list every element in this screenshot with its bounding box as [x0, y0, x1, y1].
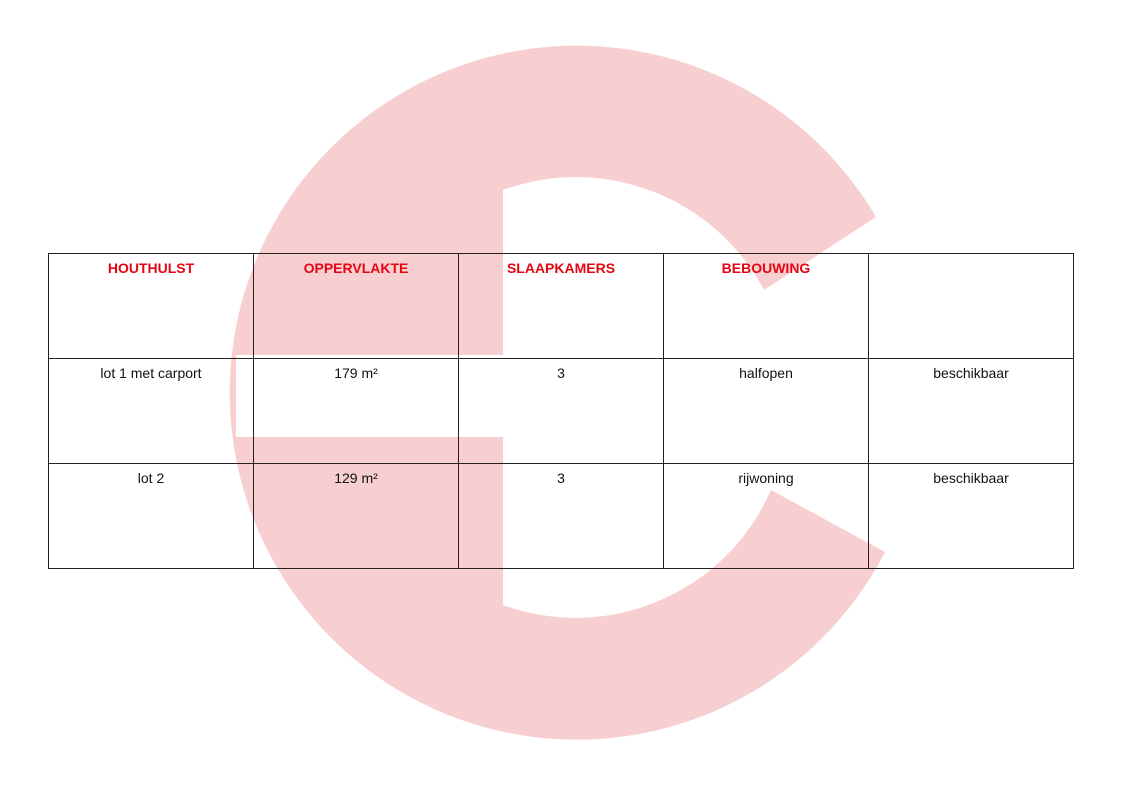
- header-cell-location: HOUTHULST: [49, 254, 254, 359]
- cell-area: 129 m²: [254, 464, 459, 569]
- cell-lot-name: lot 2: [49, 464, 254, 569]
- header-cell-bedrooms: SLAAPKAMERS: [459, 254, 664, 359]
- cell-bedrooms: 3: [459, 359, 664, 464]
- cell-status: beschikbaar: [869, 464, 1074, 569]
- table-row: [49, 359, 1074, 464]
- cell-building-type: halfopen: [664, 359, 869, 464]
- header-cell-building-type: BEBOUWING: [664, 254, 869, 359]
- table-header-row: [49, 254, 1074, 359]
- lots-table: [48, 253, 1074, 569]
- table-row: [49, 464, 1074, 569]
- header-cell-status: [869, 254, 1074, 359]
- cell-lot-name: lot 1 met carport: [49, 359, 254, 464]
- cell-building-type: rijwoning: [664, 464, 869, 569]
- cell-bedrooms: 3: [459, 464, 664, 569]
- cell-area: 179 m²: [254, 359, 459, 464]
- header-cell-area: OPPERVLAKTE: [254, 254, 459, 359]
- cell-status: beschikbaar: [869, 359, 1074, 464]
